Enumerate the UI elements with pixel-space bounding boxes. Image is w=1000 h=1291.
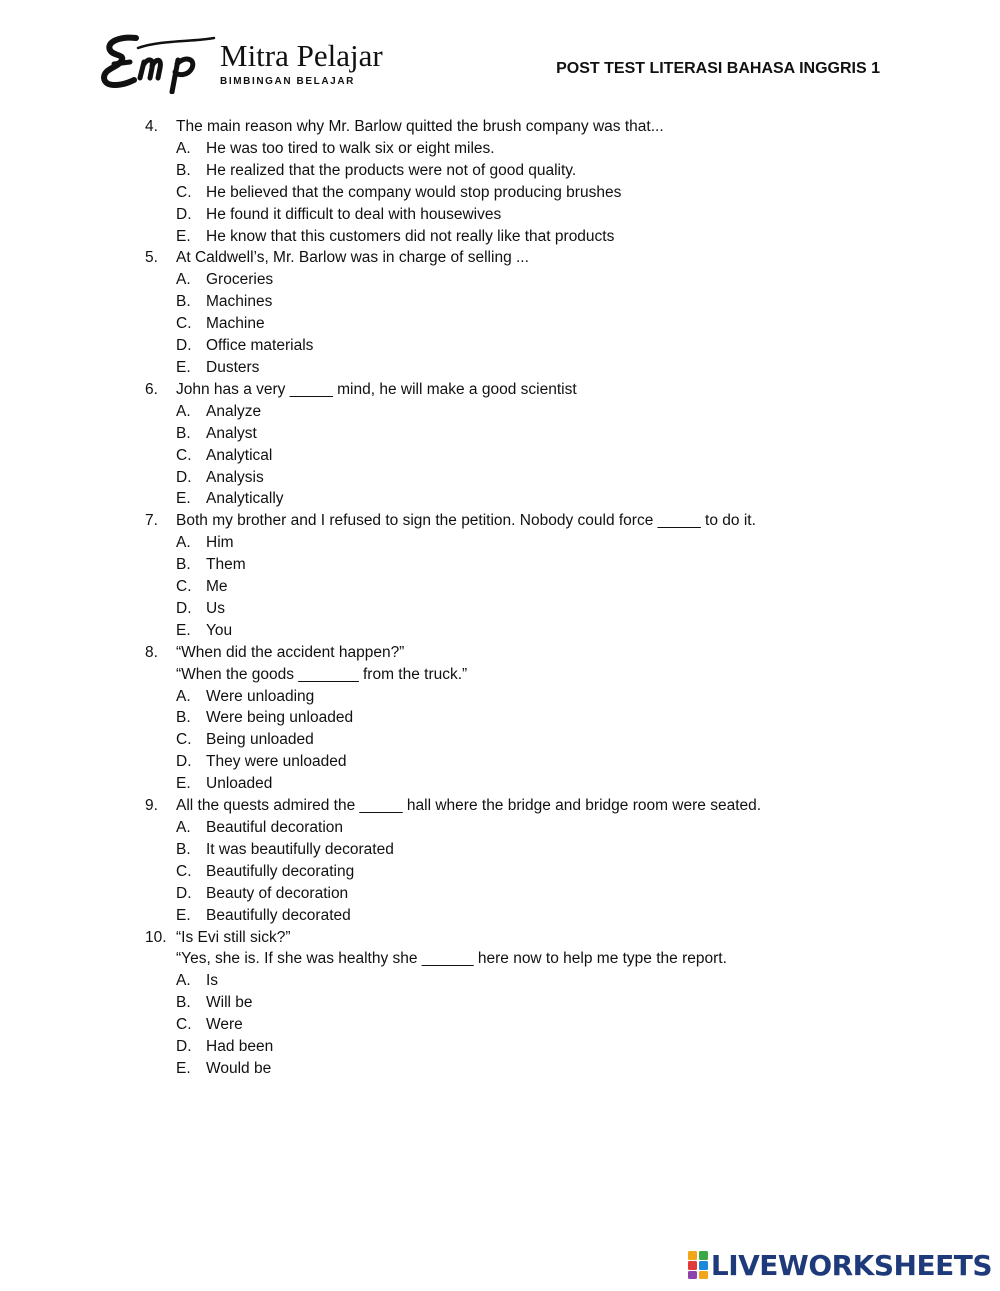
answer-option[interactable] bbox=[145, 598, 865, 620]
option-text: He found it difficult to deal with housewives bbox=[206, 205, 502, 223]
answer-option[interactable] bbox=[145, 138, 865, 160]
option-text: He believed that the company would stop producing brushes bbox=[206, 183, 622, 201]
logo bbox=[100, 34, 390, 94]
option-list bbox=[145, 532, 865, 642]
question-stem bbox=[145, 510, 865, 532]
question-text: “Is Evi still sick?” bbox=[176, 928, 291, 946]
option-letter: D. bbox=[176, 884, 192, 902]
answer-option[interactable] bbox=[145, 204, 865, 226]
option-letter: E. bbox=[176, 1059, 191, 1077]
option-letter: A. bbox=[176, 534, 191, 552]
emp-logo-icon bbox=[100, 34, 218, 94]
answer-option[interactable] bbox=[145, 1014, 865, 1036]
option-letter: C. bbox=[176, 1016, 192, 1034]
option-text: Were bbox=[206, 1016, 243, 1034]
option-text: Us bbox=[206, 599, 225, 617]
answer-option[interactable] bbox=[145, 1036, 865, 1058]
option-letter: D. bbox=[176, 753, 192, 771]
option-text: Analyst bbox=[206, 424, 257, 442]
answer-option[interactable] bbox=[145, 970, 865, 992]
answer-option[interactable] bbox=[145, 686, 865, 708]
option-text: They were unloaded bbox=[206, 753, 347, 771]
answer-option[interactable] bbox=[145, 620, 865, 642]
answer-option[interactable] bbox=[145, 423, 865, 445]
question bbox=[145, 927, 865, 1080]
question-subtext: “Yes, she is. If she was healthy she ______ here now to help me type the report. bbox=[176, 950, 727, 968]
question-number: 4. bbox=[145, 118, 158, 135]
option-letter: E. bbox=[176, 621, 191, 639]
answer-option[interactable] bbox=[145, 160, 865, 182]
logo-subtitle: BIMBINGAN BELAJAR bbox=[220, 76, 355, 87]
answer-option[interactable] bbox=[145, 401, 865, 423]
question-stem bbox=[145, 116, 865, 138]
answer-option[interactable] bbox=[145, 861, 865, 883]
answer-option[interactable] bbox=[145, 729, 865, 751]
question-text: All the quests admired the _____ hall where the bridge and bridge room were seated. bbox=[176, 797, 762, 815]
question-text: “When did the accident happen?” bbox=[176, 643, 405, 661]
liveworksheets-logo-icon bbox=[687, 1250, 709, 1280]
answer-option[interactable] bbox=[145, 707, 865, 729]
option-text: Machines bbox=[206, 293, 273, 311]
option-letter: A. bbox=[176, 271, 191, 289]
option-text: Me bbox=[206, 578, 228, 596]
question-number: 7. bbox=[145, 512, 158, 530]
option-text: Will be bbox=[206, 994, 253, 1012]
option-text: Office materials bbox=[206, 337, 314, 355]
option-text: Analyze bbox=[206, 402, 262, 420]
answer-option[interactable] bbox=[145, 992, 865, 1014]
question-text: John has a very _____ mind, he will make a good scientist bbox=[176, 380, 577, 398]
option-text: You bbox=[206, 621, 233, 639]
option-letter: B. bbox=[176, 994, 191, 1012]
answer-option[interactable] bbox=[145, 576, 865, 598]
document-title: POST TEST LITERASI BAHASA INGGRIS 1 bbox=[556, 60, 880, 77]
question-number: 6. bbox=[145, 380, 158, 398]
option-letter: B. bbox=[176, 161, 191, 179]
page-header bbox=[0, 0, 1000, 110]
question-number: 9. bbox=[145, 797, 158, 815]
answer-option[interactable] bbox=[145, 817, 865, 839]
option-letter: D. bbox=[176, 205, 192, 223]
answer-option[interactable] bbox=[145, 773, 865, 795]
option-text: Groceries bbox=[206, 271, 274, 289]
option-letter: B. bbox=[176, 424, 191, 442]
option-letter: D. bbox=[176, 337, 192, 355]
option-letter: D. bbox=[176, 1038, 192, 1056]
option-letter: E. bbox=[176, 227, 191, 245]
answer-option[interactable] bbox=[145, 182, 865, 204]
answer-option[interactable] bbox=[145, 269, 865, 291]
answer-option[interactable] bbox=[145, 357, 865, 379]
option-text: Analytically bbox=[206, 490, 284, 508]
option-letter: A. bbox=[176, 819, 191, 836]
liveworksheets-brand bbox=[687, 1247, 992, 1283]
question-number: 8. bbox=[145, 643, 158, 661]
option-list bbox=[145, 686, 865, 796]
option-letter: A. bbox=[176, 139, 191, 157]
option-text: Beauty of decoration bbox=[206, 884, 349, 902]
question-list bbox=[145, 116, 865, 1080]
question-stem bbox=[145, 247, 865, 269]
answer-option[interactable] bbox=[145, 291, 865, 313]
option-list bbox=[145, 269, 865, 379]
option-letter: B. bbox=[176, 293, 191, 311]
logo-title: Mitra Pelajar bbox=[220, 38, 383, 73]
option-letter: B. bbox=[176, 556, 191, 574]
question-text: At Caldwell’s, Mr. Barlow was in charge of selling ... bbox=[176, 249, 529, 267]
question-subtext: “When the goods _______ from the truck.” bbox=[176, 665, 468, 683]
option-letter: C. bbox=[176, 315, 192, 333]
option-text: Machine bbox=[206, 315, 265, 333]
option-text: Had been bbox=[206, 1038, 274, 1056]
option-text: Dusters bbox=[206, 358, 260, 376]
answer-option[interactable] bbox=[145, 445, 865, 467]
question bbox=[145, 510, 865, 641]
answer-option[interactable] bbox=[145, 226, 865, 248]
option-letter: E. bbox=[176, 490, 191, 508]
option-text: Were unloading bbox=[206, 687, 315, 705]
option-letter: C. bbox=[176, 446, 192, 464]
question bbox=[145, 795, 865, 926]
option-letter: C. bbox=[176, 731, 192, 749]
option-text: Would be bbox=[206, 1059, 272, 1077]
option-text: He realized that the products were not of good quality. bbox=[206, 161, 577, 179]
answer-option[interactable] bbox=[145, 488, 865, 510]
option-list bbox=[145, 817, 865, 927]
option-letter: A. bbox=[176, 687, 191, 705]
question-number: 10. bbox=[145, 928, 167, 946]
option-letter: A. bbox=[176, 972, 191, 990]
option-text: Beautiful decoration bbox=[206, 819, 344, 836]
question-number: 5. bbox=[145, 249, 158, 267]
question-text: The main reason why Mr. Barlow quitted the brush company was that... bbox=[176, 118, 664, 135]
question-stem bbox=[145, 795, 865, 817]
option-list bbox=[145, 970, 865, 1080]
option-text: Beautifully decorated bbox=[206, 906, 351, 924]
option-letter: B. bbox=[176, 709, 191, 727]
answer-option[interactable] bbox=[145, 883, 865, 905]
question-text: Both my brother and I refused to sign the petition. Nobody could force _____ to do it. bbox=[176, 512, 756, 530]
option-letter: E. bbox=[176, 775, 191, 793]
brand-text: LIVEWORKSHEETS bbox=[710, 1248, 992, 1282]
answer-option[interactable] bbox=[145, 313, 865, 335]
answer-option[interactable] bbox=[145, 751, 865, 773]
option-text: Them bbox=[206, 556, 246, 574]
question bbox=[145, 379, 865, 510]
option-text: Beautifully decorating bbox=[206, 862, 355, 880]
option-letter: C. bbox=[176, 183, 192, 201]
option-letter: C. bbox=[176, 578, 192, 596]
answer-option[interactable] bbox=[145, 905, 865, 927]
option-list bbox=[145, 401, 865, 511]
option-text: He was too tired to walk six or eight miles. bbox=[206, 139, 495, 157]
option-letter: E. bbox=[176, 358, 191, 376]
option-text: Being unloaded bbox=[206, 731, 314, 749]
option-letter: C. bbox=[176, 862, 192, 880]
answer-option[interactable] bbox=[145, 532, 865, 554]
option-text: He know that this customers did not really like that products bbox=[206, 227, 615, 245]
question-stem bbox=[145, 379, 865, 401]
option-text: It was beautifully decorated bbox=[206, 840, 394, 858]
answer-option[interactable] bbox=[145, 554, 865, 576]
option-text: Him bbox=[206, 534, 234, 552]
option-letter: A. bbox=[176, 402, 191, 420]
option-text: Is bbox=[206, 972, 219, 990]
option-list bbox=[145, 138, 865, 248]
answer-option[interactable] bbox=[145, 839, 865, 861]
option-letter: D. bbox=[176, 599, 192, 617]
answer-option[interactable] bbox=[145, 467, 865, 489]
option-text: Unloaded bbox=[206, 775, 273, 793]
option-letter: B. bbox=[176, 840, 191, 858]
answer-option[interactable] bbox=[145, 335, 865, 357]
option-text: Analysis bbox=[206, 468, 264, 486]
answer-option[interactable] bbox=[145, 1058, 865, 1080]
question-stem bbox=[145, 927, 865, 949]
question-stem bbox=[145, 642, 865, 664]
option-text: Analytical bbox=[206, 446, 273, 464]
question bbox=[145, 247, 865, 378]
option-letter: D. bbox=[176, 468, 192, 486]
question bbox=[145, 116, 865, 247]
question bbox=[145, 642, 865, 795]
option-text: Were being unloaded bbox=[206, 709, 354, 727]
option-letter: E. bbox=[176, 906, 191, 924]
